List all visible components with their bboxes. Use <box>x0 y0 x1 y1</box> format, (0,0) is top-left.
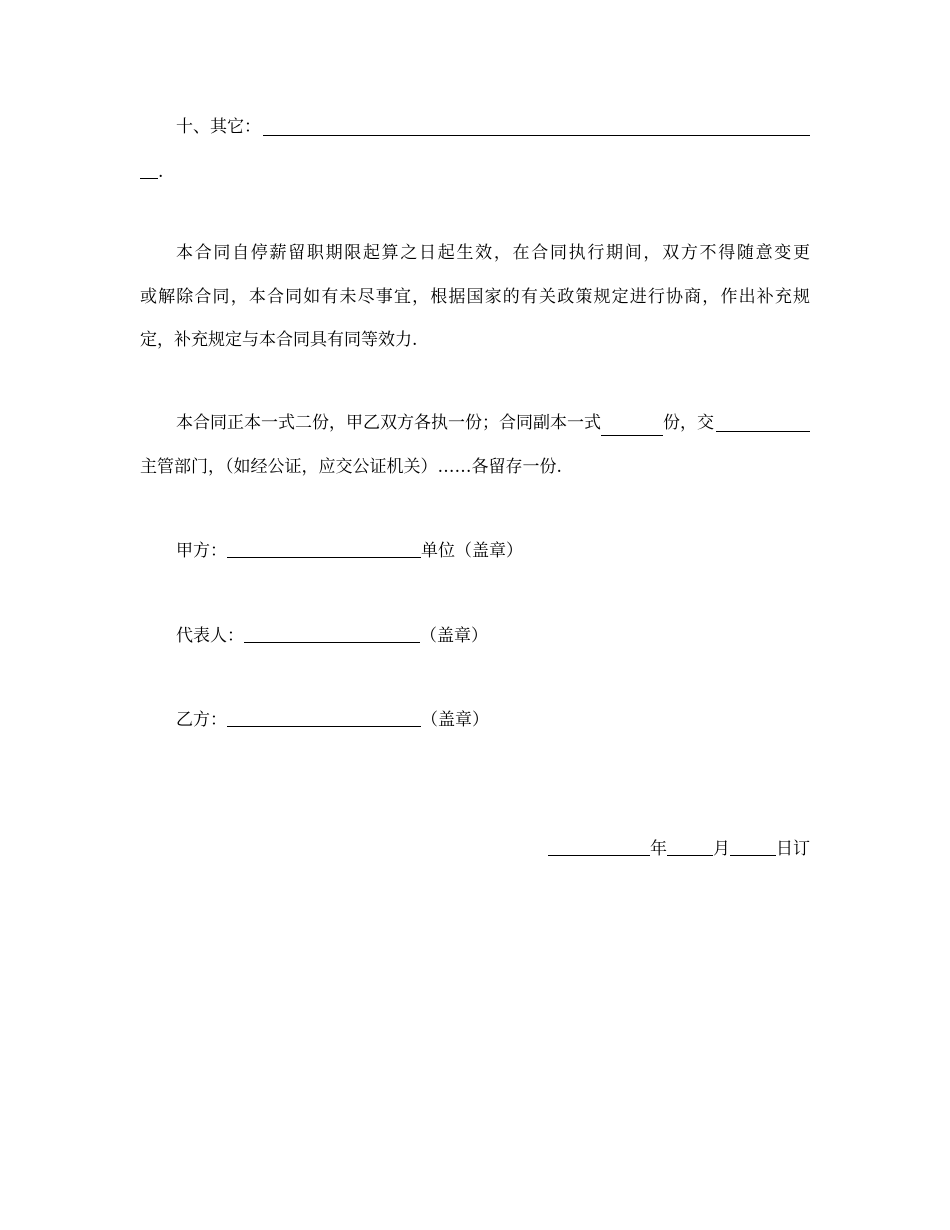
copies-text-b: 份，交 <box>663 413 714 433</box>
party-b-label: 乙方： <box>176 710 227 730</box>
copies-text-a: 本合同正本一式二份，甲乙双方各执一份；合同副本一式 <box>176 413 601 433</box>
party-b-line <box>176 706 810 732</box>
effect-paragraph-line-1: 本合同自停薪留职期限起算之日起生效，在合同执行期间，双方不得随意变更 <box>176 243 810 263</box>
section-ten-continuation <box>140 158 810 184</box>
section-ten-end-mark: . <box>158 162 164 182</box>
representative-label: 代表人： <box>176 626 244 646</box>
representative-suffix: （盖章） <box>420 626 488 646</box>
copies-count-blank[interactable] <box>601 415 663 436</box>
day-label: 日订 <box>776 839 810 859</box>
copies-paragraph-line-2: 主管部门，（如经公证，应交公证机关）……各留存一份. <box>140 457 562 477</box>
representative-blank[interactable] <box>244 622 420 643</box>
effect-paragraph-line-2: 或解除合同，本合同如有未尽事宜，根据国家的有关政策规定进行协商，作出补充规 <box>140 287 810 307</box>
month-label: 月 <box>713 839 730 859</box>
section-ten-blank-end[interactable] <box>140 158 158 179</box>
year-label: 年 <box>650 839 667 859</box>
section-ten-label: 十、其它： <box>176 117 261 137</box>
section-ten-line <box>176 114 810 140</box>
month-blank[interactable] <box>667 835 713 856</box>
date-line <box>548 835 810 861</box>
party-a-line <box>176 537 810 563</box>
section-ten-blank[interactable] <box>263 115 810 136</box>
party-b-suffix: （盖章） <box>421 710 489 730</box>
representative-line <box>176 622 810 648</box>
party-a-label: 甲方： <box>176 541 227 561</box>
effect-paragraph-line-3: 定，补充规定与本合同具有同等效力. <box>140 330 418 350</box>
year-blank[interactable] <box>548 835 650 856</box>
party-a-blank[interactable] <box>227 537 421 558</box>
party-a-suffix: 单位（盖章） <box>421 541 523 561</box>
copies-department-blank[interactable] <box>716 411 810 432</box>
day-blank[interactable] <box>730 835 776 856</box>
copies-paragraph-line-1 <box>176 410 810 436</box>
party-b-blank[interactable] <box>227 706 421 727</box>
